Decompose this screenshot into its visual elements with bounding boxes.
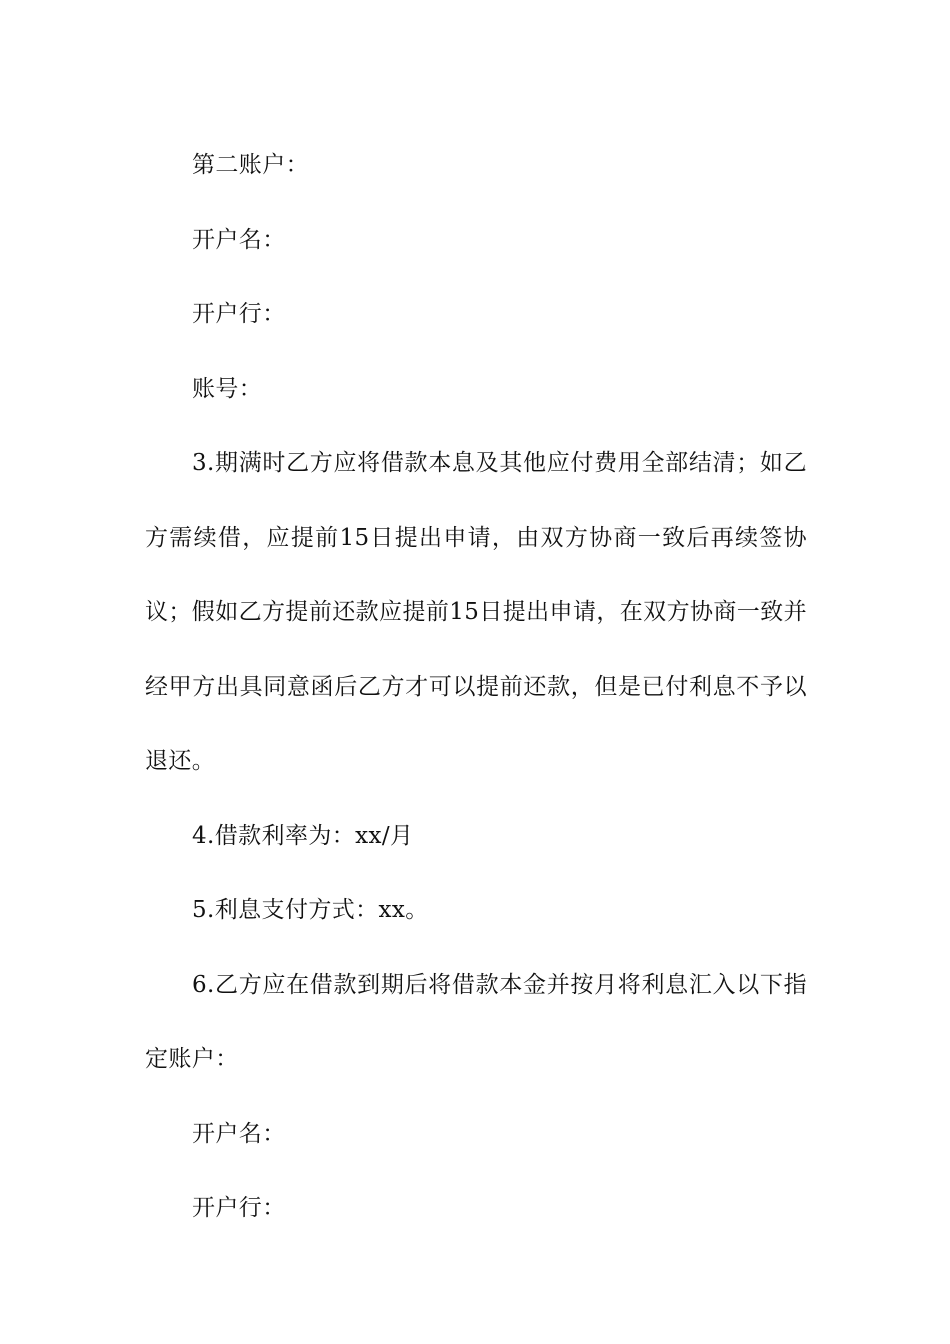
document-body [145, 128, 807, 1246]
paragraph-account-name-2: 开户名： [192, 1120, 286, 1147]
paragraph-account-number: 账号： [192, 375, 263, 402]
paragraph-second-account: 第二账户： [192, 152, 309, 178]
paragraph-bank-2: 开户行： [192, 1195, 286, 1221]
paragraph-account-name: 开户名： [192, 226, 286, 253]
paragraph-clause-5: 5.利息支付方式：xx。 [192, 897, 429, 923]
paragraph-clause-4: 4.借款利率为：xx/月 [192, 822, 414, 849]
paragraph-clause-3: 3.期满时乙方应将借款本息及其他应付费用全部结清；如乙方需续借，应提前15日提出申请，由双方协商一致后再续签协议；假如乙方提前还款应提前15日提出申请，在双方协商一致并经甲方出具同意函后乙方才可以提前还款，但是已付利息不予以退还。 [145, 450, 807, 774]
paragraph-bank: 开户行： [192, 301, 286, 327]
paragraph-clause-6: 6.乙方应在借款到期后将借款本金并按月将利息汇入以下指定账户： [145, 971, 807, 1072]
